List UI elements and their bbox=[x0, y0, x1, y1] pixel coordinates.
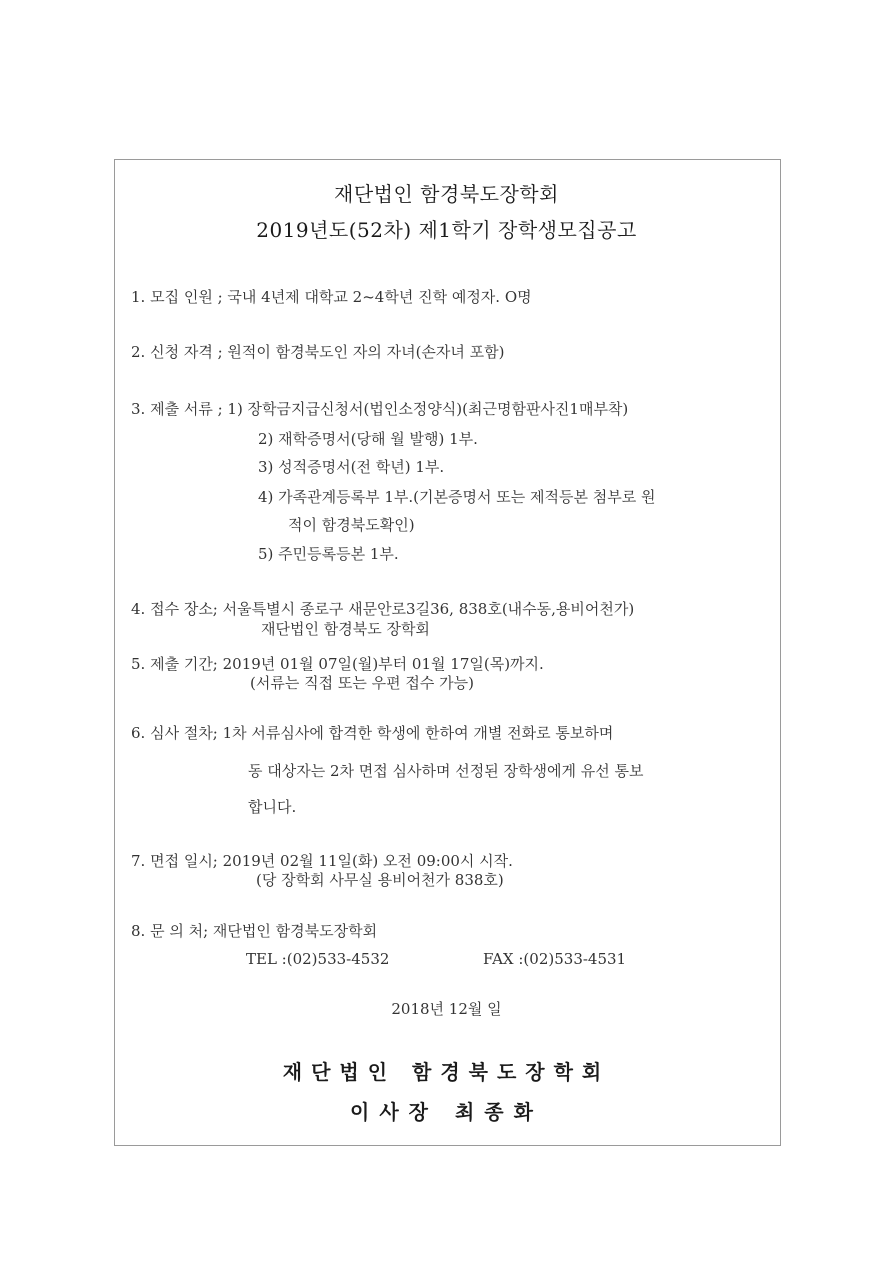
issue-date: 2018년 12월 일 bbox=[391, 1000, 502, 1018]
item-7a: 7. 면접 일시; 2019년 02월 11일(화) 오전 09:00시 시작. bbox=[131, 852, 513, 870]
contact-fax: FAX :(02)533-4531 bbox=[483, 950, 627, 968]
item-3-5: 5) 주민등록등본 1부. bbox=[258, 545, 399, 563]
item-3: 3. 제출 서류 ; 1) 장학금지급신청서(법인소정양식)(최근명함판사진1매부착) bbox=[131, 400, 629, 418]
title-line-2: 2019년도(52차) 제1학기 장학생모집공고 bbox=[256, 218, 637, 242]
item-1: 1. 모집 인원 ; 국내 4년제 대학교 2~4학년 진학 예정자. O명 bbox=[131, 288, 532, 306]
item-3-4a: 4) 가족관계등록부 1부.(기본증명서 또는 제적등본 첨부로 원 bbox=[258, 488, 656, 506]
title-line-1: 재단법인 함경북도장학회 bbox=[334, 182, 559, 206]
item-3-4b: 적이 함경북도확인) bbox=[288, 516, 415, 534]
footer-chairman: 이사장 최종화 bbox=[350, 1100, 543, 1124]
item-6b: 동 대상자는 2차 면접 심사하며 선정된 장학생에게 유선 통보 bbox=[248, 762, 644, 780]
item-4a: 4. 접수 장소; 서울특별시 종로구 새문안로3길36, 838호(내수동,용비어천가) bbox=[131, 600, 635, 618]
item-3-3: 3) 성적증명서(전 학년) 1부. bbox=[258, 458, 445, 476]
item-7b: (당 장학회 사무실 용비어천가 838호) bbox=[256, 871, 504, 889]
item-3-2: 2) 재학증명서(당해 월 발행) 1부. bbox=[258, 430, 478, 448]
item-4b: 재단법인 함경북도 장학회 bbox=[261, 620, 430, 638]
item-8a: 8. 문 의 처; 재단법인 함경북도장학회 bbox=[131, 922, 378, 940]
item-6a: 6. 심사 절차; 1차 서류심사에 합격한 학생에 한하여 개별 전화로 통보하며 bbox=[131, 724, 614, 742]
item-5b: (서류는 직접 또는 우편 접수 가능) bbox=[250, 674, 474, 692]
footer-organization: 재단법인 함경북도장학회 bbox=[282, 1060, 611, 1084]
contact-tel: TEL :(02)533-4532 bbox=[246, 950, 390, 968]
item-5a: 5. 제출 기간; 2019년 01월 07일(월)부터 01월 17일(목)까지. bbox=[131, 655, 544, 673]
item-2: 2. 신청 자격 ; 원적이 함경북도인 자의 자녀(손자녀 포함) bbox=[131, 343, 505, 361]
item-6c: 합니다. bbox=[248, 798, 297, 816]
